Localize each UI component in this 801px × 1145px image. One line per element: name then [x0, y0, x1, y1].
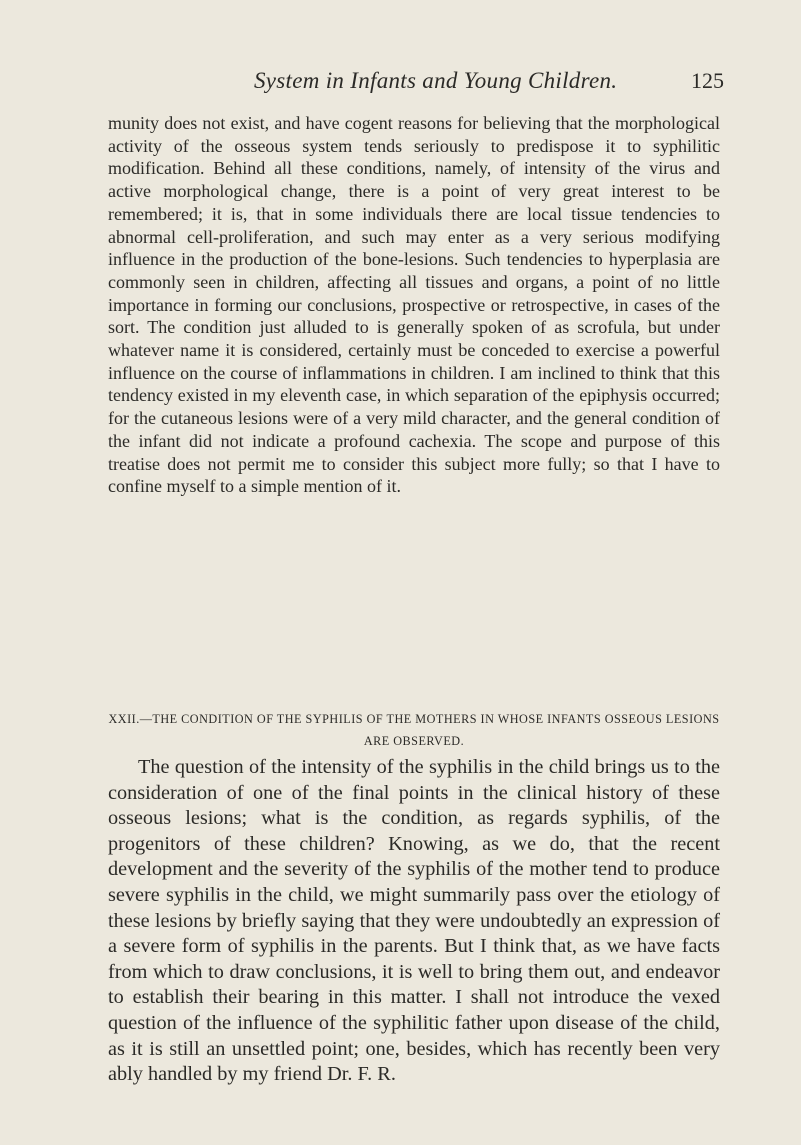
page-number: 125 [691, 68, 724, 93]
paragraph: munity does not exist, and have cogent reasons for believing that the morphological activity of the osseous system tends seriously to predispose it to syphilitic modification. Behind all these conditions, namely, of intensity of the virus and active morphological change, there is a point of very great interest to be remembered; it is, that in some individuals there are local tissue tendencies to abnormal cell-proliferation, and such may enter as a very serious modifying influence in the production of the bone-lesions. Such tendencies to hyperplasia are commonly seen in children, affecting all tissues and organs, a point of no little importance in forming our conclusions, prospective or retrospective, in cases of the sort. The condition just alluded to is generally spoken of as scrofula, but under whatever name it is considered, certainly must be conceded to exercise a powerful influence on the course of inflammations in children. I am inclined to think that this tendency existed in my eleventh case, in which separation of the epiphysis occurred; for the cutaneous lesions were of a very mild character, and the general condition of the infant did not indicate a profound cachexia. The scope and purpose of this treatise does not permit me to consider this subject more fully; so that I have to confine myself to a simple mention of it. [108, 113, 720, 497]
body-text [108, 112, 720, 498]
section-text [108, 755, 720, 1088]
section-paragraph: The question of the intensity of the syphilis in the child brings us to the consideration of one of the final points in the clinical history of these osseous lesions; what is the condition, as regards syphilis, of the progenitors of these children? Knowing, as we do, that the recent development and the severity of the syphilis of the mother tend to produce severe syphilis in the child, we might summarily pass over the etiology of these lesions by briefly saying that they were undoubtedly an expression of a severe form of syphilis in the parents. But I think that, as we have facts from which to draw conclusions, it is well to bring them out, and endeavor to establish their bearing in this matter. I shall not introduce the vexed question of the influence of the syphilitic father upon disease of the child, as it is still an unsettled point; one, besides, which has recently been very ably handled by my friend Dr. F. R. [108, 756, 720, 1086]
running-head [254, 68, 724, 98]
running-title: System in Infants and Young Children. [254, 68, 618, 93]
section-heading: XXII.—THE CONDITION OF THE SYPHILIS OF THE MOTHERS IN WHOSE INFANTS OSSEOUS LESIONS ARE OBSERVED. [108, 712, 720, 748]
